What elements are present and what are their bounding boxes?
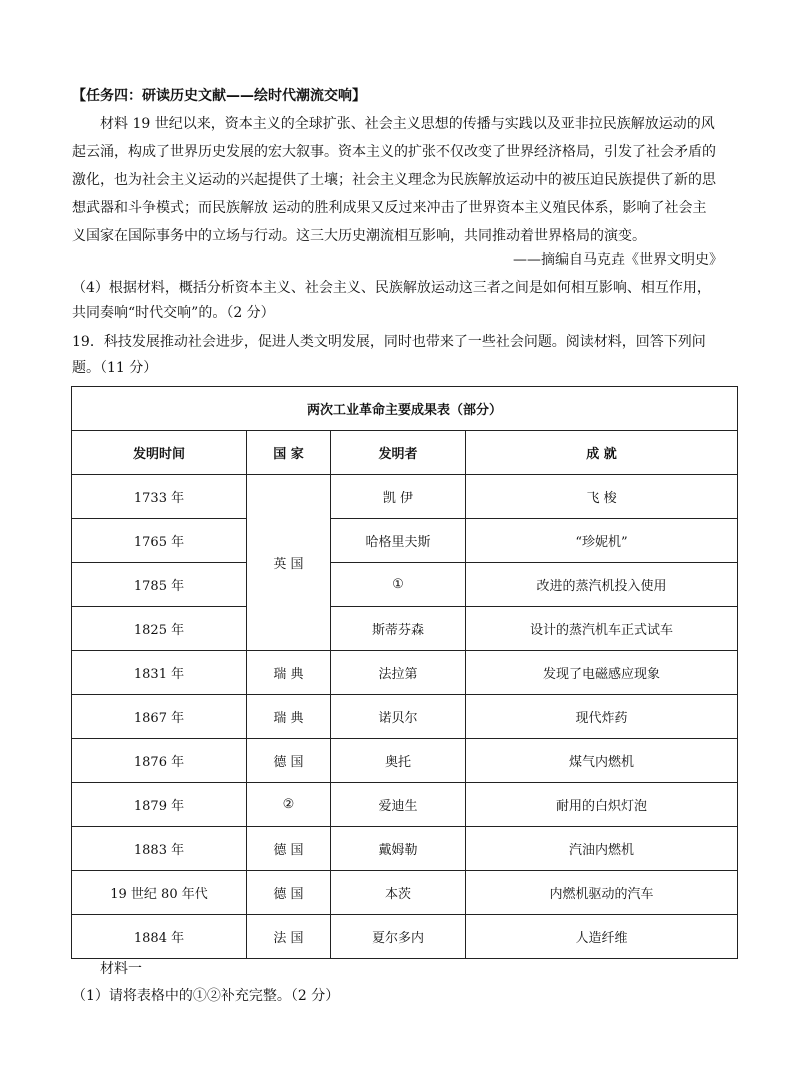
material-source: ——摘编自马克垚《世界文明史》 bbox=[513, 252, 723, 268]
cell-inventor-blank-1: ① bbox=[331, 563, 466, 607]
cell-achievement: 人造纤维 bbox=[466, 915, 738, 959]
cell-inventor: 夏尔多内 bbox=[331, 915, 466, 959]
table-row bbox=[72, 651, 738, 695]
cell-time: 1876 年 bbox=[72, 739, 247, 783]
cell-time: 1867 年 bbox=[72, 695, 247, 739]
table-title: 两次工业革命主要成果表（部分） bbox=[72, 387, 738, 431]
cell-time: 1825 年 bbox=[72, 607, 247, 651]
industrial-revolution-table bbox=[71, 386, 738, 959]
cell-country: 德 国 bbox=[247, 739, 331, 783]
table-row bbox=[72, 607, 738, 651]
cell-time: 1765 年 bbox=[72, 519, 247, 563]
cell-inventor: 爱迪生 bbox=[331, 783, 466, 827]
cell-achievement: 发现了电磁感应现象 bbox=[466, 651, 738, 695]
cell-achievement: 现代炸药 bbox=[466, 695, 738, 739]
question-4-line: （4）根据材料，概括分析资本主义、社会主义、民族解放运动这三者之间是如何相互影响、相互作用， bbox=[72, 280, 711, 296]
table-row bbox=[72, 739, 738, 783]
cell-achievement: 煤气内燃机 bbox=[466, 739, 738, 783]
cell-time: 1883 年 bbox=[72, 827, 247, 871]
cell-inventor: 本茨 bbox=[331, 871, 466, 915]
material-line: 材料 19 世纪以来，资本主义的全球扩张、社会主义思想的传播与实践以及亚非拉民族解放运动的风 bbox=[100, 116, 715, 132]
cell-country: 德 国 bbox=[247, 827, 331, 871]
material-line: 起云涌，构成了世界历史发展的宏大叙事。资本主义的扩张不仅改变了世界经济格局，引发了社会矛盾的 bbox=[72, 144, 716, 160]
cell-achievement: 内燃机驱动的汽车 bbox=[466, 871, 738, 915]
header-achievement: 成 就 bbox=[466, 431, 738, 475]
cell-time: 1879 年 bbox=[72, 783, 247, 827]
cell-inventor: 奥托 bbox=[331, 739, 466, 783]
table-row bbox=[72, 871, 738, 915]
cell-achievement: 耐用的白炽灯泡 bbox=[466, 783, 738, 827]
cell-time: 1831 年 bbox=[72, 651, 247, 695]
cell-inventor: 诺贝尔 bbox=[331, 695, 466, 739]
cell-country: 德 国 bbox=[247, 871, 331, 915]
cell-achievement: 改进的蒸汽机投入使用 bbox=[466, 563, 738, 607]
cell-country-blank-2: ② bbox=[247, 783, 331, 827]
cell-country-merged: 英 国 bbox=[247, 475, 331, 651]
cell-time: 1733 年 bbox=[72, 475, 247, 519]
material-line: 想武器和斗争模式；而民族解放 运动的胜利成果又反过来冲击了世界资本主义殖民体系，影响了社会主 bbox=[72, 200, 707, 216]
table-row bbox=[72, 695, 738, 739]
question-1: （1）请将表格中的①②补充完整。（2 分） bbox=[72, 988, 340, 1004]
cell-time: 1884 年 bbox=[72, 915, 247, 959]
question-19-intro: 19．科技发展推动社会进步，促进人类文明发展，同时也带来了一些社会问题。阅读材料，回答下列问 bbox=[72, 334, 706, 350]
cell-country: 瑞 典 bbox=[247, 651, 331, 695]
task4-heading: 【任务四：研读历史文献——绘时代潮流交响】 bbox=[72, 88, 366, 104]
cell-achievement: 飞 梭 bbox=[466, 475, 738, 519]
table-row bbox=[72, 563, 738, 607]
cell-time: 19 世纪 80 年代 bbox=[72, 871, 247, 915]
cell-country: 法 国 bbox=[247, 915, 331, 959]
question-19-intro: 题。（11 分） bbox=[72, 360, 158, 376]
header-time: 发明时间 bbox=[72, 431, 247, 475]
question-4-line: 共同奏响“时代交响”的。（2 分） bbox=[72, 305, 275, 321]
table-row bbox=[72, 519, 738, 563]
cell-country: 瑞 典 bbox=[247, 695, 331, 739]
cell-inventor: 法拉第 bbox=[331, 651, 466, 695]
table-row bbox=[72, 827, 738, 871]
cell-achievement: “珍妮机” bbox=[466, 519, 738, 563]
material-line: 义国家在国际事务中的立场与行动。这三大历史潮流相互影响，共同推动着世界格局的演变。 bbox=[72, 228, 646, 244]
cell-inventor: 斯蒂芬森 bbox=[331, 607, 466, 651]
material-caption: 材料一 bbox=[100, 961, 142, 977]
cell-time: 1785 年 bbox=[72, 563, 247, 607]
table-row bbox=[72, 783, 738, 827]
header-country: 国 家 bbox=[247, 431, 331, 475]
cell-achievement: 汽油内燃机 bbox=[466, 827, 738, 871]
header-inventor: 发明者 bbox=[331, 431, 466, 475]
table-row bbox=[72, 915, 738, 959]
cell-inventor: 哈格里夫斯 bbox=[331, 519, 466, 563]
material-line: 激化，也为社会主义运动的兴起提供了土壤；社会主义理念为民族解放运动中的被压迫民族提供了新的思 bbox=[72, 172, 716, 188]
cell-inventor: 凯 伊 bbox=[331, 475, 466, 519]
cell-inventor: 戴姆勒 bbox=[331, 827, 466, 871]
cell-achievement: 设计的蒸汽机车正式试车 bbox=[466, 607, 738, 651]
table-row bbox=[72, 475, 738, 519]
